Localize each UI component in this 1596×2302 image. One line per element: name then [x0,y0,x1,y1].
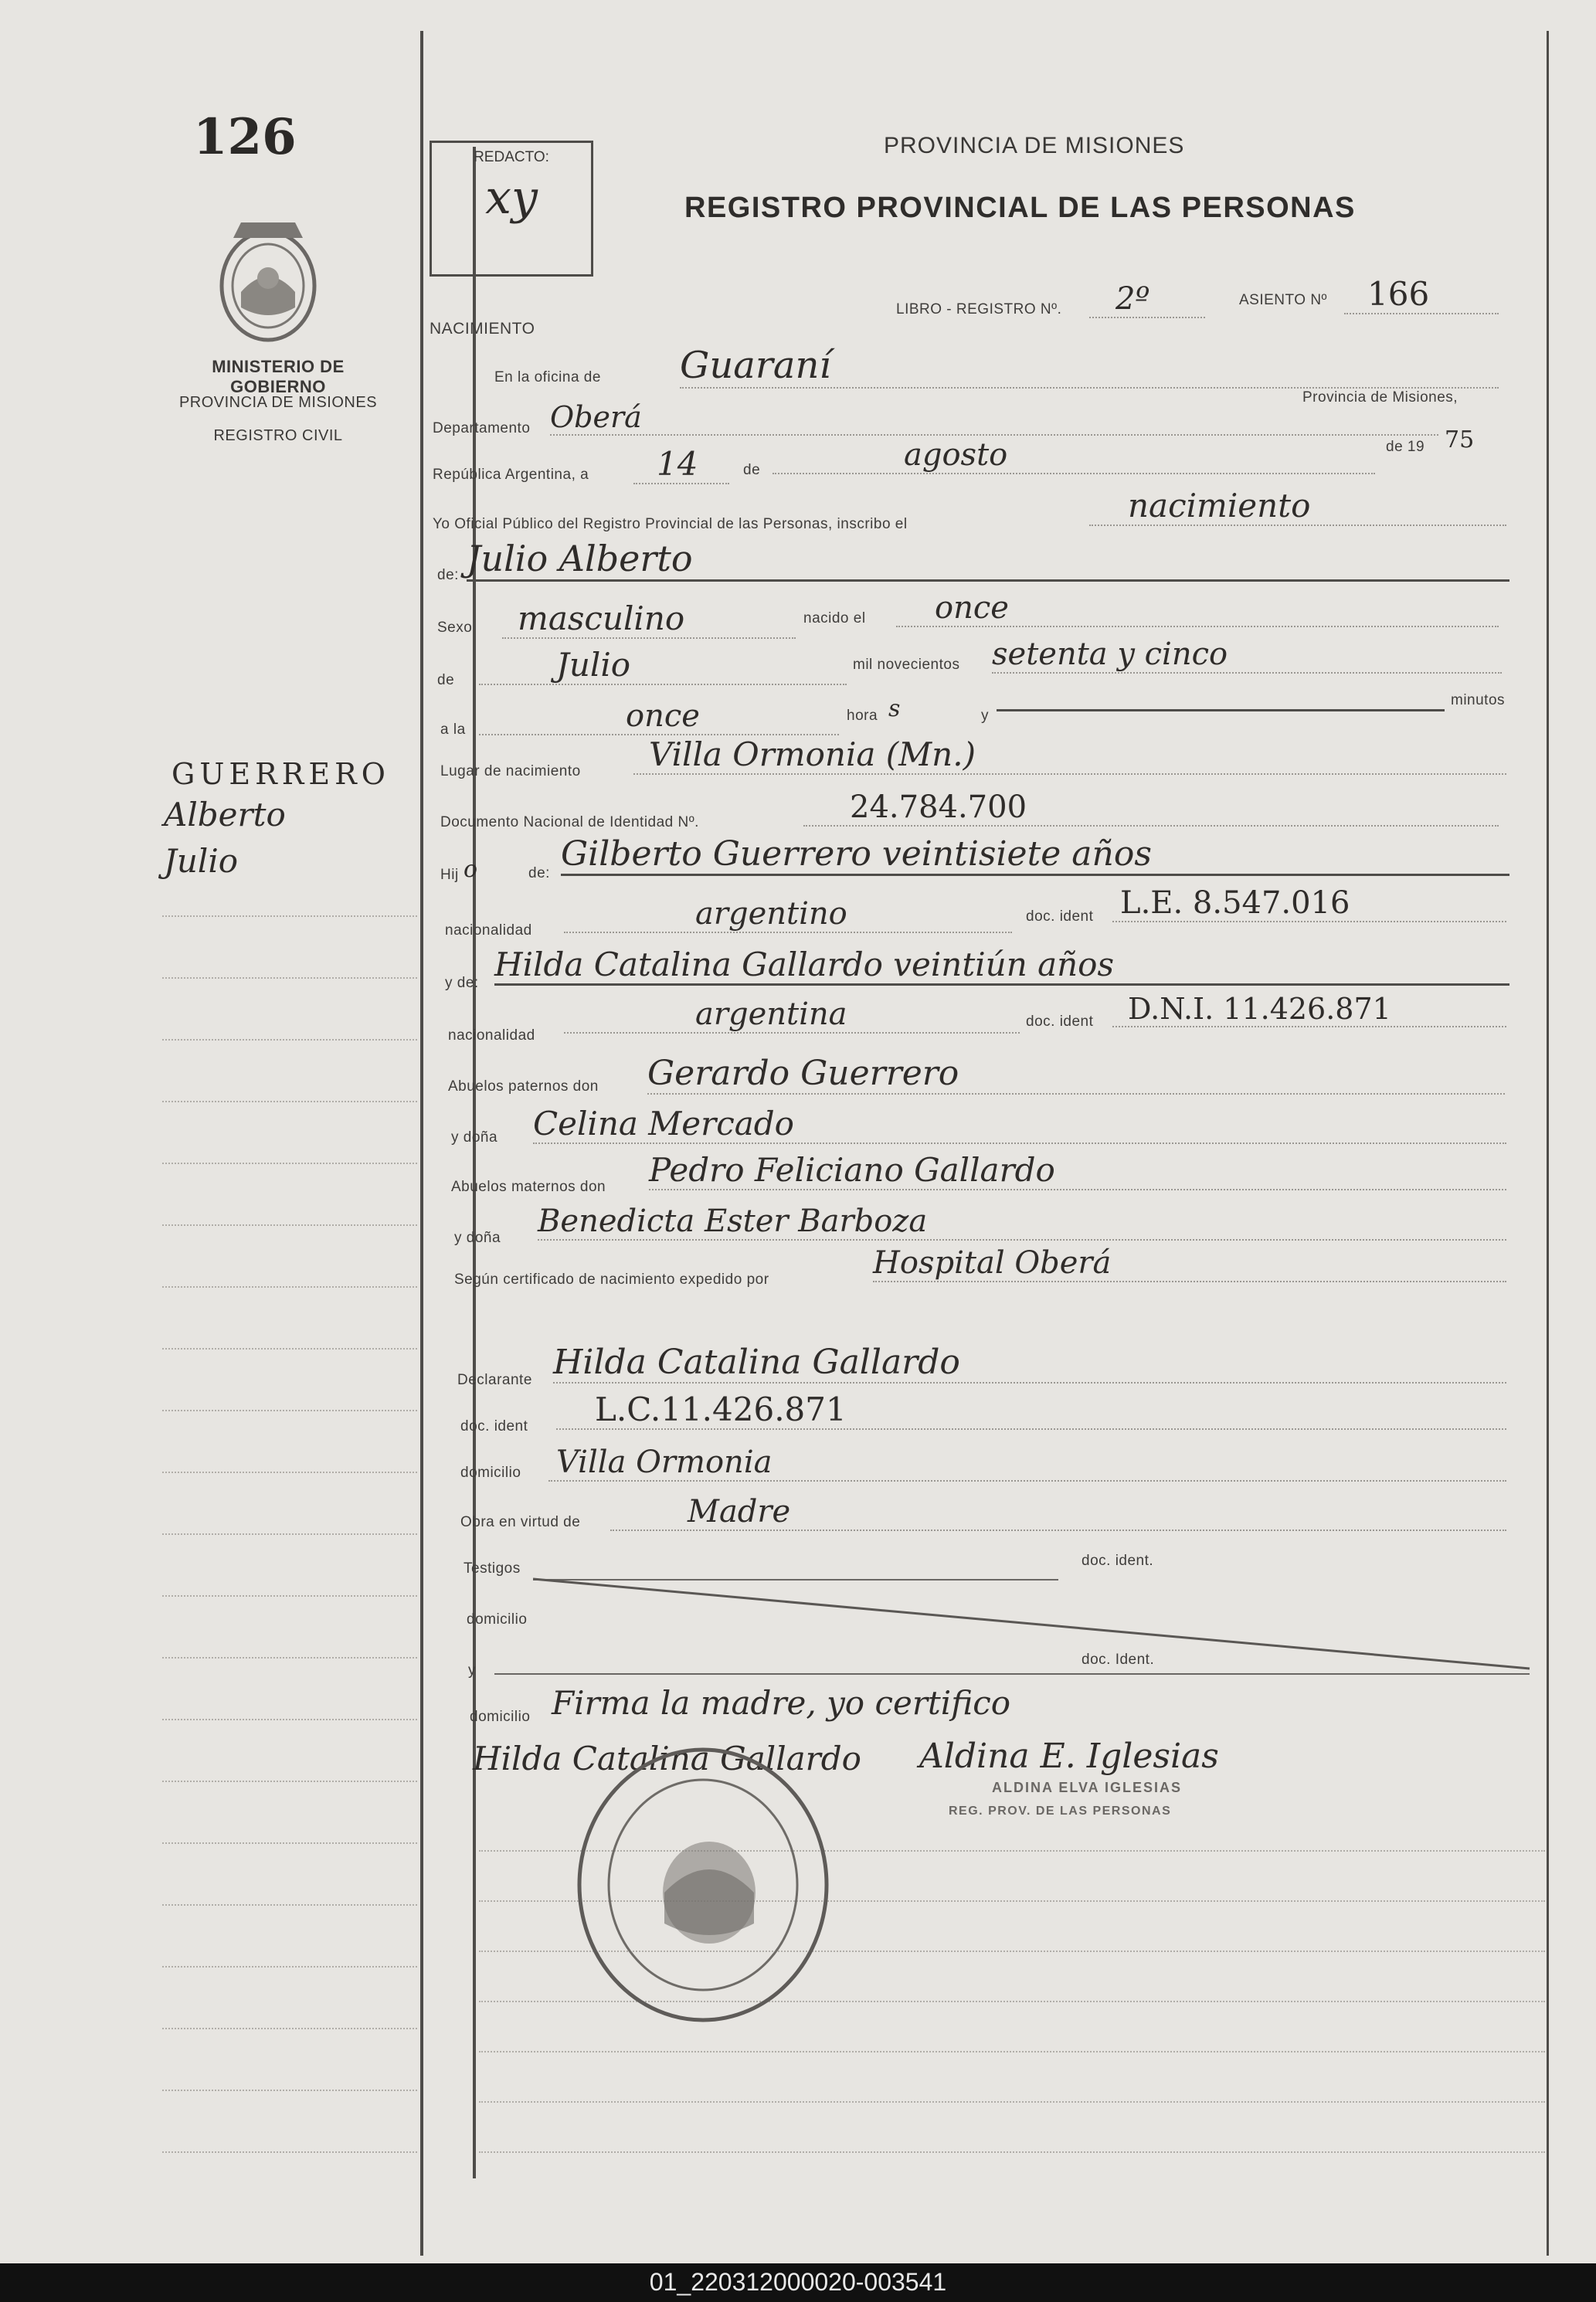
declarante-label: Declarante [457,1372,532,1388]
mil-value: setenta y cinco [992,637,1502,674]
oficial-label: Yo Oficial Público del Registro Provincial de las Personas, inscribo el [433,516,908,532]
domicilio-label-3: domicilio [470,1709,531,1725]
departamento-value: Oberá [550,400,1438,436]
domicilio-value: Villa Ormonia [548,1445,1506,1482]
oficina-label: En la oficina de [494,369,601,385]
doc-ident-label-3: doc. ident. [1082,1553,1154,1569]
hora-label: hora [847,708,878,724]
nacido-label: nacido el [803,610,866,626]
signature-madre: Hilda Catalina Gallardo [473,1740,861,1777]
official-name-stamp: ALDINA ELVA IGLESIAS [992,1780,1183,1795]
province-title: PROVINCIA DE MISIONES [884,133,1185,158]
madre-value: Hilda Catalina Gallardo veintiún años [494,946,1509,986]
official-role-stamp: REG. PROV. DE LAS PERSONAS [949,1805,1172,1818]
provincia-suffix: Provincia de Misiones, [1302,389,1458,406]
declarante-doc-label: doc. ident [460,1418,528,1435]
coat-of-arms-icon [210,215,326,346]
libro-value: 2º [1089,281,1205,318]
obra-label: Obra en virtud de [460,1514,581,1530]
blank-strike-line [533,1568,1537,1684]
sexo-value: masculino [502,599,796,639]
firma-note: Firma la madre, yo certifico [552,1684,1011,1722]
lugar-label: Lugar de nacimiento [440,763,581,779]
y-label: y [981,708,989,724]
margin-name-note-2: Julio [164,842,239,880]
margin-surname-note: GUERRERO [171,757,390,791]
file-id: 01_220312000020-003541 [649,2268,947,2296]
y-dona-label-1: y doña [451,1129,498,1146]
redacto-value: xy [485,171,538,225]
dia-value: 14 [633,445,729,484]
nacionalidad-label-1: nacionalidad [445,922,532,939]
testigos-label: Testigos [464,1560,521,1577]
dni-value: 24.784.700 [803,789,1499,827]
libro-label: LIBRO - REGISTRO Nº. [896,301,1062,317]
abuelo-materno-value: Pedro Feliciano Gallardo [649,1151,1506,1190]
certificado-value: Hospital Oberá [873,1245,1506,1282]
doc-ident-label-2: doc. ident [1026,1013,1094,1030]
de-mes-label: de [437,672,455,688]
abuelo-paterno-value: Gerardo Guerrero [647,1054,1505,1095]
madre-de-label: y de: [445,975,479,991]
oficial-value: nacimiento [1089,487,1506,526]
padre-value: Gilberto Guerrero veintisiete años [561,834,1509,876]
abuelos-paternos-label: Abuelos paternos don [448,1078,599,1095]
province-label: PROVINCIA DE MISIONES [178,394,378,411]
republica-label: República Argentina, a [433,467,589,483]
departamento-label: Departamento [433,420,531,436]
a-la-label: a la [440,721,466,738]
y-label-2: y [468,1662,476,1679]
abuelos-maternos-label: Abuelos maternos don [451,1179,606,1195]
de-persona-label: de: [437,567,459,583]
madre-doc: D.N.I. 11.426.871 [1112,992,1506,1027]
dni-label: Documento Nacional de Identidad Nº. [440,814,699,830]
domicilio-label-2: domicilio [467,1611,528,1628]
madre-nacionalidad: argentina [564,997,1020,1034]
asiento-value: 166 [1344,275,1499,314]
registro-civil-label: REGISTRO CIVIL [213,427,343,444]
section-label: NACIMIENTO [430,320,535,338]
persona-value: Julio Alberto [467,538,1509,582]
minutos-line [997,709,1445,711]
mil-label: mil novecientos [853,657,960,673]
hijo-suffix: o [464,856,478,883]
domicilio-label-1: domicilio [460,1465,521,1481]
sexo-label: Sexo [437,620,473,636]
nacido-value: once [896,590,1499,627]
oficina-value: Guaraní [680,344,1499,389]
lugar-value: Villa Ormonia (Mn.) [633,735,1506,775]
hora-value: once [479,698,839,735]
redacto-box [430,141,593,277]
declarante-doc-value: L.C.11.426.871 [556,1390,1506,1430]
y-dona-label-2: y doña [454,1230,501,1246]
doc-ident-label-4: doc. Ident. [1082,1652,1155,1668]
hora-suffix: s [888,695,901,722]
minutos-label: minutos [1451,692,1506,708]
margin-name-note-1: Alberto [164,796,286,834]
doc-ident-label-1: doc. ident [1026,908,1094,925]
anio-value: 75 [1445,426,1475,453]
nacionalidad-label-2: nacionalidad [448,1027,535,1044]
redacto-label: REDACTO: [474,149,549,165]
padre-de-label: de: [528,865,550,881]
form-left-border [473,147,476,2178]
anio-label: de 19 [1386,439,1425,455]
padre-nacionalidad: argentino [564,896,1012,933]
signature-oficial: Aldina E. Iglesias [919,1737,1219,1776]
mes-value: agosto [773,437,1375,474]
ministry-heading: MINISTERIO DE GOBIERNO [212,357,345,396]
round-seal-icon [572,1738,834,2032]
page-number: 126 [193,108,297,166]
declarante-value: Hilda Catalina Gallardo [553,1343,1506,1384]
abuela-paterna-value: Celina Mercado [533,1105,1506,1144]
registry-title: REGISTRO PROVINCIAL DE LAS PERSONAS [684,192,1356,224]
abuela-materna-value: Benedicta Ester Barboza [538,1204,1506,1241]
hijo-label: Hij [440,867,459,883]
asiento-label: ASIENTO Nº [1239,292,1327,308]
de-label: de [743,462,761,478]
certificado-label: Según certificado de nacimiento expedido por [454,1272,769,1288]
nacido-mes-value: Julio [479,646,847,685]
obra-value: Madre [610,1494,1506,1531]
padre-doc: L.E. 8.547.016 [1112,885,1506,922]
